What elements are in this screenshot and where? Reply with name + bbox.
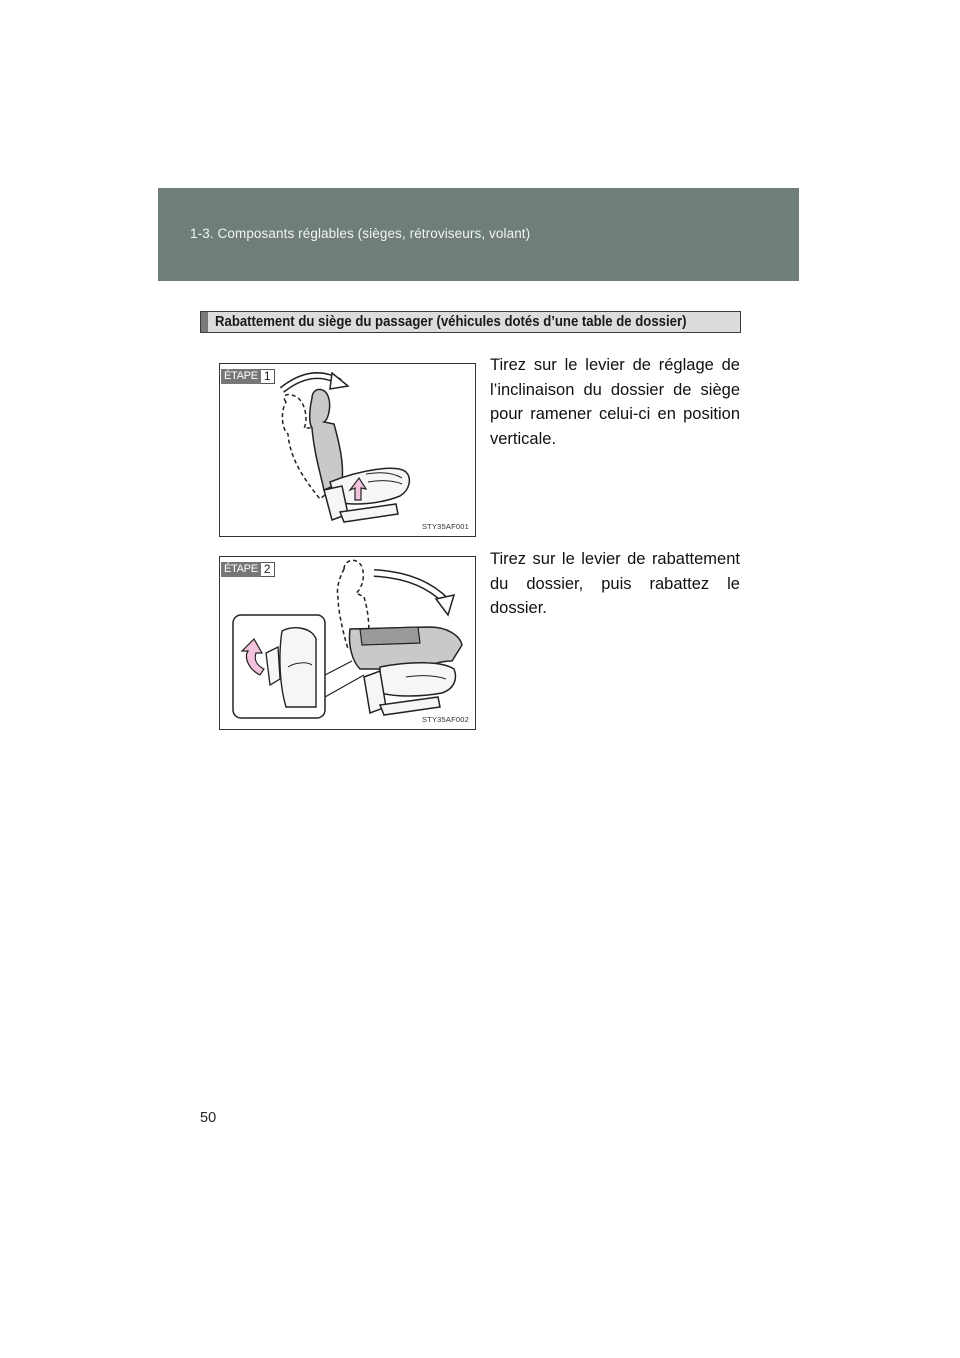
step-number: 1 (261, 369, 275, 384)
step-number: 2 (261, 562, 275, 577)
step-1-badge (221, 369, 275, 384)
step-tag: ÉTAPE (221, 562, 261, 577)
step-1-figure (219, 363, 476, 537)
step-2-text: Tirez sur le levier de rabattement du dossier, puis rabattez le dossier. (490, 550, 740, 617)
figure-code: STY35AF001 (421, 522, 469, 531)
page-number: 50 (200, 1110, 217, 1126)
step-1-text: Tirez sur le levier de réglage de l’inclinaison du dossier de siège pour ramener celui-ci en position verticale. (490, 356, 740, 448)
seat-fold-illustration (220, 557, 476, 730)
step-2-badge (221, 562, 275, 577)
step-tag: ÉTAPE (221, 369, 261, 384)
figure-code: STY35AF002 (421, 715, 469, 724)
subheading-marker (201, 312, 208, 332)
header-band (158, 188, 799, 281)
step-2-figure (219, 556, 476, 730)
seat-upright-illustration (220, 364, 476, 537)
subheading (200, 311, 741, 333)
section-title: 1-3. Composants réglables (sièges, rétroviseurs, volant) (190, 226, 531, 241)
subheading-text: Rabattement du siège du passager (véhicules dotés d’une table de dossier) (215, 314, 687, 330)
